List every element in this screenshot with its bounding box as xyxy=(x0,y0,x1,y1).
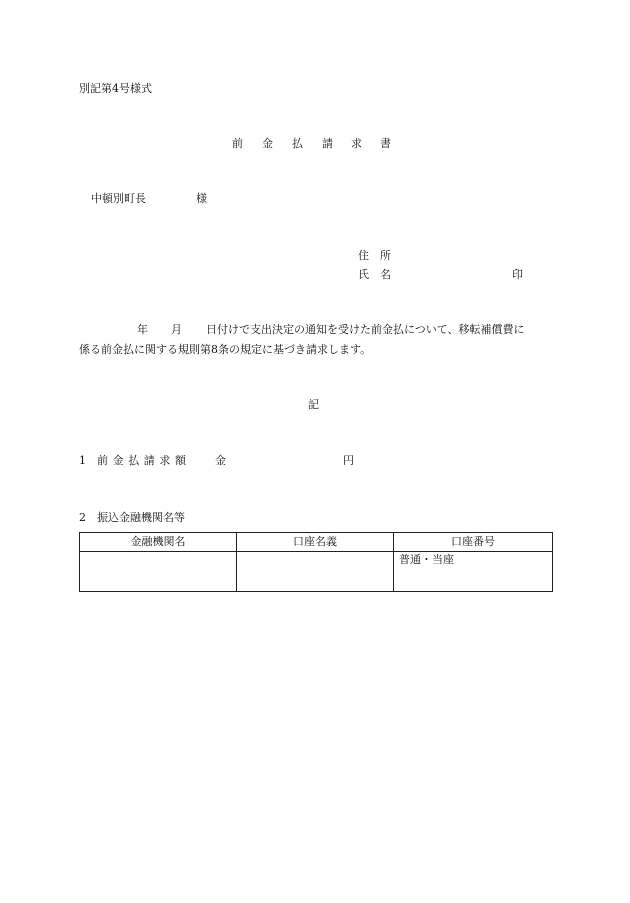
item1-kin: 金 xyxy=(215,454,226,467)
year-label: 年 xyxy=(137,323,148,336)
title-char: 請 xyxy=(322,137,333,150)
title-char: 求 xyxy=(351,137,362,150)
title-char: 金 xyxy=(262,137,273,150)
header-account-number: 口座番号 xyxy=(394,533,553,552)
ki-heading: 記 xyxy=(308,398,319,411)
item1-yen: 円 xyxy=(343,454,354,467)
item2-title: 2 振込金融機関名等 xyxy=(79,511,185,524)
item1-number: 1 xyxy=(79,454,86,467)
month-label: 月 xyxy=(171,323,182,336)
body-text-line-1: 日付けで支出決定の通知を受けた前金払について、移転補償費に xyxy=(206,323,525,336)
title-char: 払 xyxy=(292,137,303,150)
bank-name-cell[interactable] xyxy=(80,552,237,592)
item1-label: 前金払請求額 xyxy=(97,454,191,467)
title-char: 書 xyxy=(380,137,391,150)
account-type-label: 普通・当座 xyxy=(399,553,454,566)
document-title xyxy=(232,137,391,151)
header-account-holder: 口座名義 xyxy=(237,533,394,552)
account-number-cell[interactable] xyxy=(394,552,553,592)
form-number: 別記第4号様式 xyxy=(79,82,152,95)
addressee-name: 中頓別町長 xyxy=(91,192,146,205)
header-bank-name: 金融機関名 xyxy=(80,533,237,552)
table-row xyxy=(80,552,553,592)
seal-label: 印 xyxy=(512,268,523,281)
address-label: 住 所 xyxy=(358,249,391,262)
bank-info-table xyxy=(79,532,553,592)
table-header-row xyxy=(80,533,553,552)
name-label: 氏 名 xyxy=(358,268,391,281)
addressee-honorific: 様 xyxy=(196,192,207,205)
account-holder-cell[interactable] xyxy=(237,552,394,592)
title-char: 前 xyxy=(232,137,243,150)
body-text-line-2: 係る前金払に関する規則第8条の規定に基づき請求します。 xyxy=(79,343,372,356)
